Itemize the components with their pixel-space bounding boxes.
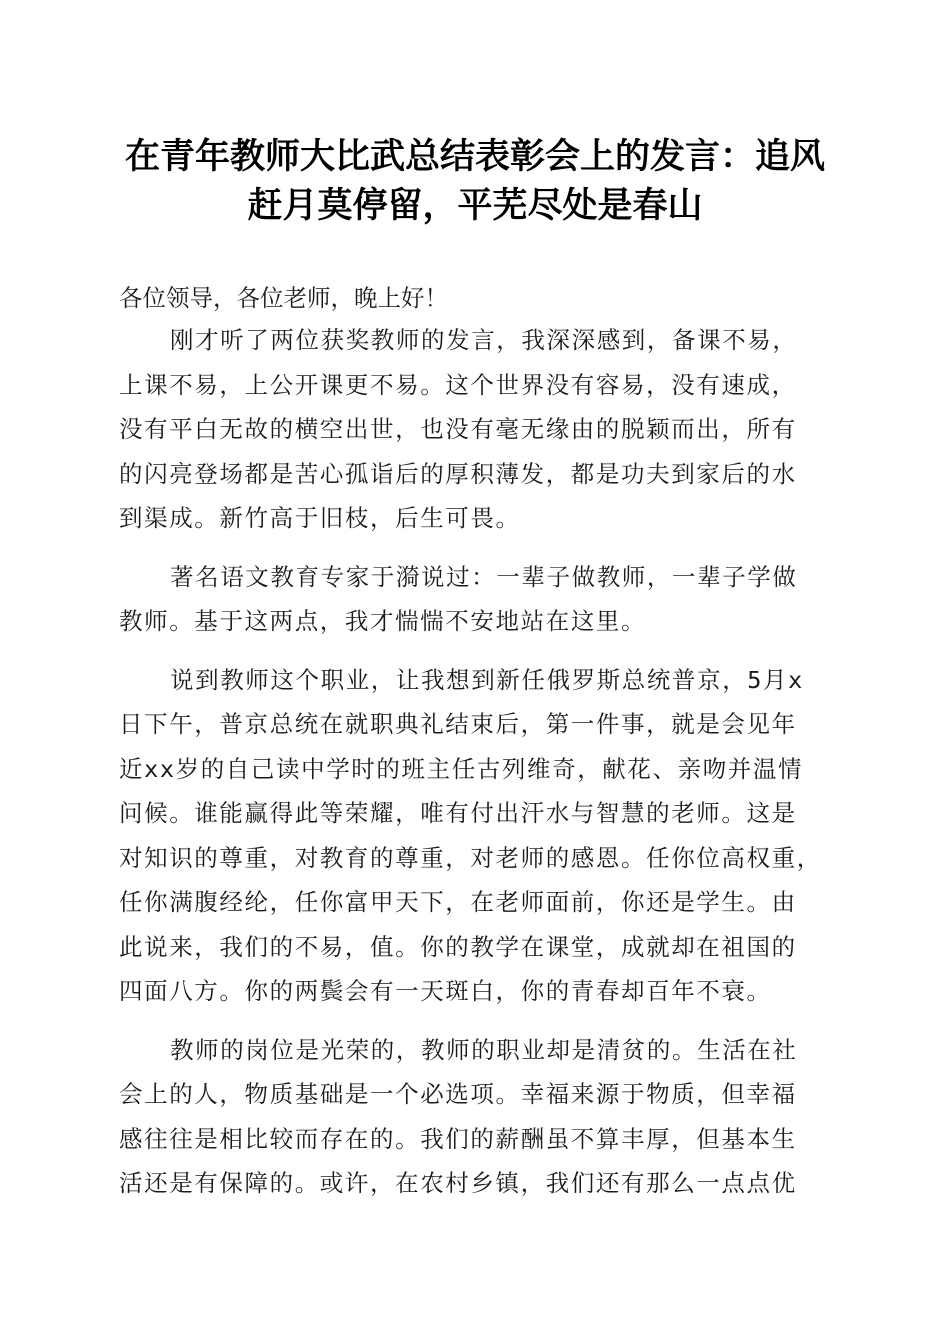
- text-line: 刚才听了两位获奖教师的发言，我深深感到，备课不易，: [170, 326, 798, 354]
- greeting: 各位领导，各位老师，晚上好！: [119, 284, 448, 312]
- text-line: 教师。基于这两点，我才惴惴不安地站在这里。: [119, 607, 647, 635]
- text-line: 上课不易，上公开课更不易。这个世界没有容易，没有速成，: [119, 370, 797, 399]
- title-line: 在青年教师大比武总结表彰会上的发言：追风: [124, 136, 825, 177]
- text-line: 四面八方。你的两鬓会有一天斑白，你的青春却百年不衰。: [119, 977, 772, 1005]
- paragraph-4: [119, 1028, 831, 1206]
- text-line: 著名语文教育专家于漪说过：一辈子做教师，一辈子学做: [170, 562, 798, 591]
- text-line: 的闪亮登场都是苦心孤诣后的厚积薄发，都是功夫到家后的水: [119, 459, 797, 488]
- text-line: 任你满腹经纶，任你富甲天下，在老师面前，你还是学生。由: [119, 888, 797, 916]
- text-line: 没有平白无故的横空出世，也没有毫无缘由的脱颖而出，所有: [119, 415, 797, 443]
- paragraph-2: [119, 555, 831, 644]
- text-line: 对知识的尊重，对教育的尊重，对老师的感恩。任你位高权重，: [119, 843, 822, 872]
- document-title: [100, 132, 850, 230]
- text-line: 问候。谁能赢得此等荣耀，唯有付出汗水与智慧的老师。这是: [119, 799, 797, 827]
- text-line: 感往往是相比较而存在的。我们的薪酬虽不算丰厚，但基本生: [119, 1124, 797, 1153]
- text-line: 说到教师这个职业，让我想到新任俄罗斯总统普京，5月x: [170, 665, 804, 694]
- text-line: 教师的岗位是光荣的，教师的职业却是清贫的。生活在社: [170, 1035, 798, 1064]
- text-line: 活还是有保障的。或许，在农村乡镇，我们还有那么一点点优: [119, 1169, 797, 1197]
- text-line: 此说来，我们的不易，值。你的教学在课堂，成就却在祖国的: [119, 932, 797, 961]
- text-line: 到渠成。新竹高于旧枝，后生可畏。: [119, 504, 521, 532]
- text-line: 会上的人，物质基础是一个必选项。幸福来源于物质，但幸福: [119, 1080, 797, 1108]
- text-line: 日下午，普京总统在就职典礼结束后，第一件事，就是会见年: [119, 710, 797, 738]
- title-line: 赶月莫停留，平芜尽处是春山: [247, 185, 703, 226]
- paragraph-1: [119, 318, 831, 541]
- document-body: [119, 278, 831, 1220]
- paragraph-3: [119, 658, 831, 1014]
- text-line: 近xx岁的自己读中学时的班主任古列维奇，献花、亲吻并温情: [119, 754, 804, 783]
